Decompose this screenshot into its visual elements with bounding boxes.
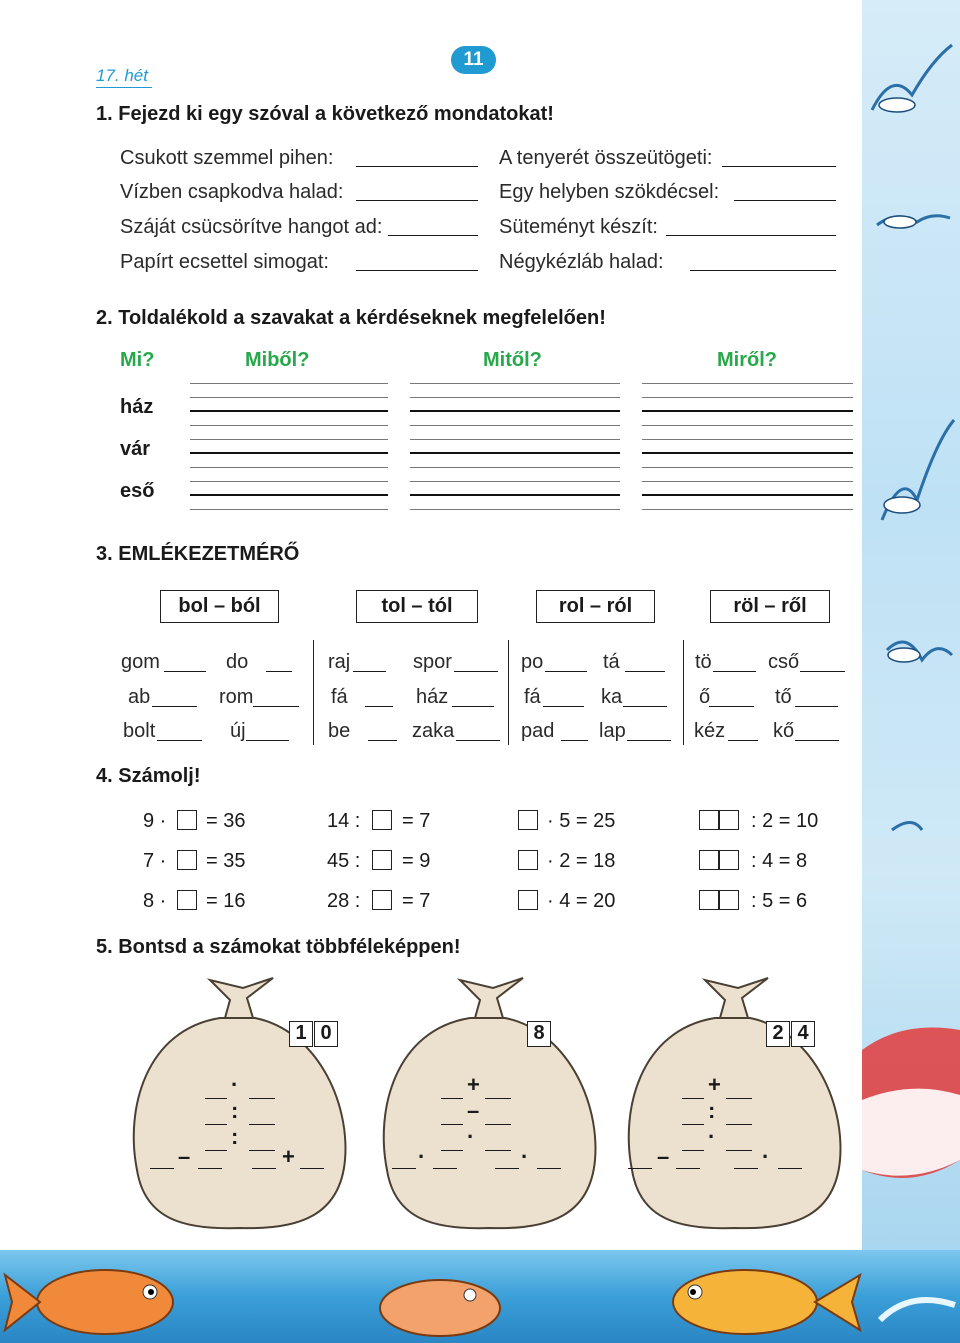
stem-word: kéz [694, 720, 726, 742]
answer-box[interactable] [518, 890, 538, 910]
task4-title: 4. Számolj! [96, 765, 201, 787]
writing-guide-line[interactable] [410, 467, 620, 468]
suffix-box: röl – ről [710, 590, 830, 623]
answer-blank[interactable] [388, 235, 478, 236]
column-divider [683, 640, 684, 745]
stem-word: raj [328, 651, 351, 673]
suffix-blank[interactable] [627, 740, 671, 741]
answer-box[interactable] [518, 850, 538, 870]
stem-word: zaka [412, 720, 455, 742]
stem-word: gom [121, 651, 160, 673]
answer-box[interactable] [372, 850, 392, 870]
answer-box-units[interactable] [719, 810, 739, 830]
expression-operand: 28 : [327, 890, 361, 912]
stem-word: ka [601, 686, 623, 708]
answer-box-tens[interactable] [699, 850, 719, 870]
answer-box-tens[interactable] [699, 810, 719, 830]
sack-blank[interactable] [495, 1168, 519, 1169]
task1-sentence: Papírt ecsettel simogat: [120, 251, 329, 273]
answer-blank[interactable] [722, 166, 836, 167]
expression-result: : 5 = 6 [751, 890, 808, 912]
writing-guide-line[interactable] [190, 439, 388, 440]
sack-blank[interactable] [205, 1098, 227, 1099]
sack-blank[interactable] [485, 1150, 511, 1151]
sack-knot [460, 978, 523, 1018]
suffix-blank[interactable] [543, 706, 584, 707]
writing-guide-line[interactable] [190, 383, 388, 384]
sack-operator: + [467, 1072, 480, 1097]
answer-blank[interactable] [356, 200, 478, 201]
suffix-blank[interactable] [456, 740, 500, 741]
stem-word: cső [768, 651, 800, 673]
writing-base-line[interactable] [410, 494, 620, 496]
suffix-box: rol – ról [536, 590, 655, 623]
answer-box[interactable] [177, 810, 197, 830]
question-mi: Mi? [120, 349, 155, 371]
expression-result: = 35 [206, 850, 246, 872]
number-box: 4 [791, 1021, 815, 1047]
writing-guide-line[interactable] [410, 481, 620, 482]
answer-box-units[interactable] [719, 850, 739, 870]
suffix-blank[interactable] [454, 671, 498, 672]
sack-blank[interactable] [734, 1168, 758, 1169]
expression-result: · 5 = 25 [547, 810, 616, 832]
suffix-box: tol – tól [356, 590, 478, 623]
answer-box-units[interactable] [719, 890, 739, 910]
writing-guide-line[interactable] [190, 509, 388, 510]
suffix-blank[interactable] [713, 671, 756, 672]
sack-blank[interactable] [205, 1150, 227, 1151]
number-box: 0 [314, 1021, 338, 1047]
suffix-blank[interactable] [795, 706, 838, 707]
task1-sentence: Vízben csapkodva halad: [120, 181, 344, 203]
suffix-blank[interactable] [800, 671, 845, 672]
sack-blank[interactable] [676, 1168, 700, 1169]
sack-knot [210, 978, 273, 1018]
sack-blank[interactable] [682, 1098, 704, 1099]
answer-box[interactable] [372, 890, 392, 910]
answer-box[interactable] [372, 810, 392, 830]
writing-guide-line[interactable] [642, 439, 853, 440]
writing-base-line[interactable] [410, 452, 620, 454]
task1-sentence: Csukott szemmel pihen: [120, 147, 334, 169]
stem-word: fá [524, 686, 541, 708]
sack-blank[interactable] [441, 1124, 463, 1125]
answer-box-tens[interactable] [699, 890, 719, 910]
sack-operator: + [708, 1072, 721, 1097]
sack-operator: · [521, 1144, 529, 1169]
stem-word: po [521, 651, 544, 673]
writing-base-line[interactable] [410, 410, 620, 412]
suffix-blank[interactable] [152, 706, 197, 707]
suffix-blank[interactable] [164, 671, 206, 672]
suffix-blank[interactable] [266, 671, 292, 672]
sack-body [134, 1018, 346, 1228]
sack-blank[interactable] [726, 1150, 752, 1151]
column-divider [313, 640, 314, 745]
writing-guide-line[interactable] [642, 397, 853, 398]
sack-blank[interactable] [778, 1168, 802, 1169]
task1-sentence: A tenyerét összeütögeti: [499, 147, 713, 169]
writing-guide-line[interactable] [642, 383, 853, 384]
sack-blank[interactable] [300, 1168, 324, 1169]
sack-blank[interactable] [249, 1150, 275, 1151]
writing-guide-line[interactable] [642, 509, 853, 510]
writing-base-line[interactable] [190, 452, 388, 454]
expression-result: = 9 [402, 850, 431, 872]
stem-word: új [230, 720, 246, 742]
answer-blank[interactable] [734, 200, 836, 201]
sack-blank[interactable] [682, 1124, 704, 1125]
writing-guide-line[interactable] [190, 425, 388, 426]
expression-operand: 7 · [143, 850, 167, 872]
writing-guide-line[interactable] [410, 397, 620, 398]
stem-word: pad [521, 720, 555, 742]
sky-border-decoration [862, 0, 960, 1250]
expression-result: : 2 = 10 [751, 810, 819, 832]
stem-word: tő [775, 686, 792, 708]
suffix-blank[interactable] [365, 706, 393, 707]
sack-operator: · [708, 1124, 716, 1149]
sack-operator: – [467, 1098, 480, 1123]
answer-blank[interactable] [690, 270, 836, 271]
task5-title: 5. Bontsd a számokat többféleképpen! [96, 936, 461, 958]
sack-blank[interactable] [682, 1150, 704, 1151]
sack-operator: : [708, 1098, 716, 1123]
sacks-illustration [0, 960, 860, 1250]
sack-operator: : [231, 1098, 239, 1123]
writing-guide-line[interactable] [642, 425, 853, 426]
suffix-blank[interactable] [623, 706, 667, 707]
sack-blank[interactable] [198, 1168, 222, 1169]
stem-word: lap [599, 720, 626, 742]
writing-guide-line[interactable] [642, 481, 853, 482]
page-number-badge: 11 [451, 46, 496, 74]
suffix-blank[interactable] [561, 740, 588, 741]
sack-blank[interactable] [726, 1098, 752, 1099]
sack-operator: : [231, 1124, 239, 1149]
expression-operand: 14 : [327, 810, 361, 832]
answer-box[interactable] [177, 850, 197, 870]
writing-guide-line[interactable] [410, 383, 620, 384]
writing-guide-line[interactable] [410, 439, 620, 440]
suffix-blank[interactable] [545, 671, 587, 672]
suffix-box: bol – ból [160, 590, 279, 623]
answer-blank[interactable] [666, 235, 836, 236]
stem-word: spor [413, 651, 452, 673]
sack-blank[interactable] [441, 1150, 463, 1151]
suffix-blank[interactable] [246, 740, 289, 741]
stem-word: ház [416, 686, 449, 708]
expression-result: = 7 [402, 810, 431, 832]
writing-base-line[interactable] [642, 410, 853, 412]
suffix-blank[interactable] [709, 706, 754, 707]
suffix-blank[interactable] [368, 740, 397, 741]
sack-blank[interactable] [150, 1168, 174, 1169]
sack-operator: · [418, 1144, 426, 1169]
stem-word: do [226, 651, 249, 673]
stem-word: kő [773, 720, 795, 742]
suffix-blank[interactable] [625, 671, 665, 672]
task1-title: 1. Fejezd ki egy szóval a következő mondatokat! [96, 103, 554, 125]
sack-blank[interactable] [433, 1168, 457, 1169]
question-mitol: Mitől? [483, 349, 542, 371]
suffix-blank[interactable] [452, 706, 494, 707]
writing-guide-line[interactable] [190, 467, 388, 468]
writing-guide-line[interactable] [190, 397, 388, 398]
number-box: 8 [527, 1021, 551, 1047]
answer-box[interactable] [518, 810, 538, 830]
sack-operator: – [657, 1144, 670, 1169]
answer-box[interactable] [177, 890, 197, 910]
expression-operand: 45 : [327, 850, 361, 872]
expression-result: = 16 [206, 890, 246, 912]
writing-guide-line[interactable] [190, 481, 388, 482]
suffix-blank[interactable] [795, 740, 839, 741]
answer-blank[interactable] [356, 270, 478, 271]
expression-result: = 7 [402, 890, 431, 912]
word-eso: eső [120, 480, 155, 502]
sack-blank[interactable] [441, 1098, 463, 1099]
sack-operator: + [282, 1144, 295, 1169]
expression-result: : 4 = 8 [751, 850, 808, 872]
task1-sentence: Négykézláb halad: [499, 251, 664, 273]
sack-operator: · [467, 1124, 475, 1149]
sack-blank[interactable] [249, 1124, 275, 1125]
question-mibol: Miből? [245, 349, 310, 371]
writing-guide-line[interactable] [410, 509, 620, 510]
task1-sentence: Süteményt készít: [499, 216, 658, 238]
stem-word: ő [699, 686, 711, 708]
expression-result: · 2 = 18 [547, 850, 616, 872]
task1-sentence: Száját csücsörítve hangot ad: [120, 216, 383, 238]
task3-title: 3. EMLÉKEZETMÉRŐ [96, 543, 300, 565]
sack-operator: – [178, 1144, 191, 1169]
sack-blank[interactable] [392, 1168, 416, 1169]
writing-base-line[interactable] [642, 494, 853, 496]
word-haz: ház [120, 396, 154, 418]
stem-word: rom [219, 686, 254, 708]
word-var: vár [120, 438, 151, 460]
stem-word: ab [128, 686, 151, 708]
seagull-illustration [862, 0, 960, 1250]
sack-blank[interactable] [537, 1168, 561, 1169]
stem-word: bolt [123, 720, 156, 742]
sea-fish-decoration [0, 1250, 960, 1343]
sack-blank[interactable] [249, 1098, 275, 1099]
answer-blank[interactable] [356, 166, 478, 167]
sack-blank[interactable] [485, 1124, 511, 1125]
suffix-blank[interactable] [157, 740, 202, 741]
expression-result: · 4 = 20 [547, 890, 616, 912]
suffix-blank[interactable] [728, 740, 758, 741]
stem-word: fá [331, 686, 348, 708]
writing-base-line[interactable] [642, 452, 853, 454]
number-box: 2 [766, 1021, 790, 1047]
sack-blank[interactable] [205, 1124, 227, 1125]
sack-operator: · [762, 1144, 770, 1169]
expression-result: = 36 [206, 810, 246, 832]
sack-knot [705, 978, 768, 1018]
question-mirol: Miről? [717, 349, 777, 371]
sack-blank[interactable] [628, 1168, 652, 1169]
writing-base-line[interactable] [190, 494, 388, 496]
expression-operand: 8 · [143, 890, 167, 912]
suffix-blank[interactable] [253, 706, 299, 707]
stem-word: be [328, 720, 351, 742]
column-divider [508, 640, 509, 745]
suffix-blank[interactable] [353, 671, 386, 672]
sack-blank[interactable] [252, 1168, 276, 1169]
expression-operand: 9 · [143, 810, 167, 832]
sack-blank[interactable] [726, 1124, 752, 1125]
task2-title: 2. Toldalékold a szavakat a kérdéseknek megfelelően! [96, 307, 606, 329]
number-box: 1 [289, 1021, 313, 1047]
stem-word: tö [695, 651, 712, 673]
writing-guide-line[interactable] [410, 425, 620, 426]
stem-word: tá [603, 651, 620, 673]
sack-operator: · [231, 1072, 239, 1097]
writing-base-line[interactable] [190, 410, 388, 412]
fish-illustration [0, 1250, 960, 1343]
week-label: 17. hét [96, 66, 152, 88]
writing-guide-line[interactable] [642, 467, 853, 468]
sack-blank[interactable] [485, 1098, 511, 1099]
task1-sentence: Egy helyben szökdécsel: [499, 181, 720, 203]
